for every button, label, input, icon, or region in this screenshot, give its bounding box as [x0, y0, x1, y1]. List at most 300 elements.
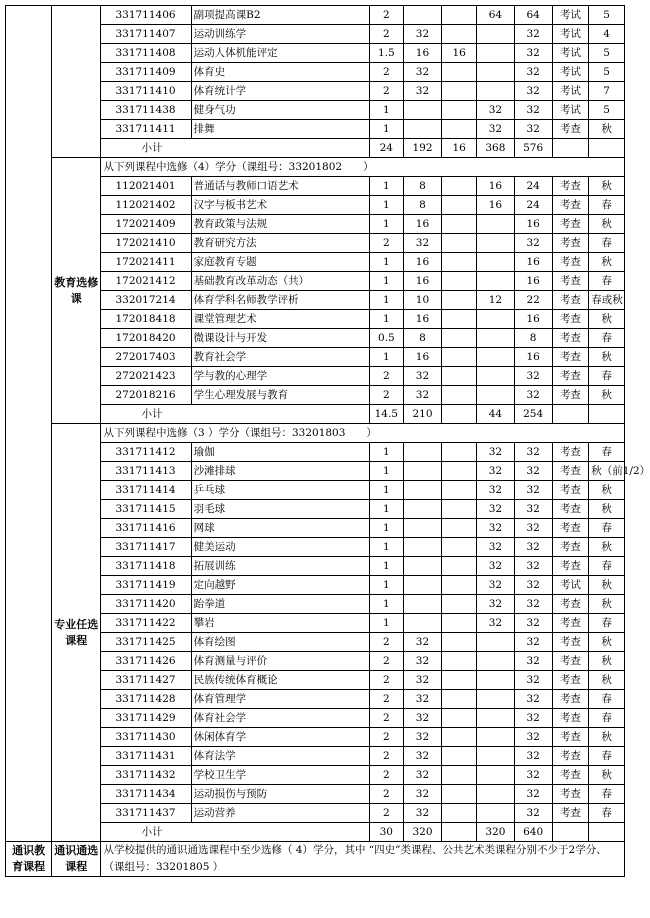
course-credits: 1: [370, 348, 404, 367]
course-total: 32: [514, 804, 552, 823]
course-lab-hours: [442, 633, 477, 652]
course-practice: [477, 671, 515, 690]
course-credits: 2: [370, 367, 404, 386]
course-assessment: 考查: [552, 481, 589, 500]
course-assessment: 考查: [552, 329, 589, 348]
course-lab-hours: [442, 519, 477, 538]
course-name: 基础教育改革动态（共）: [191, 272, 369, 291]
course-total: 16: [514, 215, 552, 234]
course-lab-hours: [442, 728, 477, 747]
course-lab-hours: [442, 709, 477, 728]
category-label: 专业任选课程: [52, 424, 101, 842]
course-name: 体育学科名师教学评析: [191, 291, 369, 310]
subtotal-hours: 320: [403, 823, 442, 842]
outer-category-cell: [6, 6, 52, 842]
course-term: 春: [589, 804, 625, 823]
course-term: 秋: [589, 120, 625, 139]
course-table: [5, 5, 650, 877]
course-code: 331711438: [101, 101, 191, 120]
course-assessment: 考试: [552, 576, 589, 595]
course-lab-hours: [442, 329, 477, 348]
course-hours: 32: [403, 82, 442, 101]
course-assessment: 考试: [552, 44, 589, 63]
course-hours: 8: [403, 177, 442, 196]
subtotal-label: 小计: [101, 139, 370, 158]
course-hours: 32: [403, 63, 442, 82]
course-name: 定向越野: [191, 576, 369, 595]
course-total: 32: [514, 652, 552, 671]
course-credits: 1: [370, 120, 404, 139]
course-term: 5: [589, 6, 625, 25]
course-practice: [477, 386, 515, 405]
course-total: 32: [514, 462, 552, 481]
course-name: 学生心理发展与教育: [191, 386, 369, 405]
course-term: 秋: [589, 595, 625, 614]
course-lab-hours: [442, 481, 477, 500]
course-total: 32: [514, 367, 552, 386]
course-assessment: 考查: [552, 652, 589, 671]
course-name: 普通话与教师口语艺术: [191, 177, 369, 196]
course-credits: 1: [370, 196, 404, 215]
course-name: 运动训练学: [191, 25, 369, 44]
course-term: 秋: [589, 728, 625, 747]
course-hours: [403, 500, 442, 519]
course-assessment: 考查: [552, 595, 589, 614]
course-assessment: 考查: [552, 462, 589, 481]
course-name: 健美运动: [191, 538, 369, 557]
course-hours: 10: [403, 291, 442, 310]
course-name: 跆拳道: [191, 595, 369, 614]
course-lab-hours: [442, 291, 477, 310]
subtotal-lab-hours: 16: [442, 139, 477, 158]
course-term: 春: [589, 709, 625, 728]
course-code: 172021410: [101, 234, 191, 253]
course-lab-hours: [442, 63, 477, 82]
course-hours: 8: [403, 196, 442, 215]
course-practice: 64: [477, 6, 515, 25]
course-total: 32: [514, 709, 552, 728]
course-name: 乒乓球: [191, 481, 369, 500]
course-total: 32: [514, 595, 552, 614]
course-lab-hours: [442, 576, 477, 595]
table-row: [6, 6, 625, 25]
course-total: 32: [514, 633, 552, 652]
course-code: 331711420: [101, 595, 191, 614]
course-practice: [477, 44, 515, 63]
course-credits: 2: [370, 671, 404, 690]
course-term: 春: [589, 443, 625, 462]
course-total: 32: [514, 481, 552, 500]
course-code: 272018216: [101, 386, 191, 405]
subtotal-total: 254: [514, 405, 552, 424]
group-instruction: 从下列课程中选修（4）学分（课组号：33201802 ）: [101, 158, 625, 177]
course-credits: 2: [370, 766, 404, 785]
course-assessment: 考查: [552, 785, 589, 804]
course-term: 春: [589, 196, 625, 215]
course-lab-hours: [442, 671, 477, 690]
course-term: 秋: [589, 633, 625, 652]
course-hours: [403, 538, 442, 557]
course-total: 32: [514, 234, 552, 253]
course-hours: [403, 481, 442, 500]
course-hours: [403, 595, 442, 614]
subtotal-total: 640: [514, 823, 552, 842]
course-code: 331711425: [101, 633, 191, 652]
course-total: 32: [514, 82, 552, 101]
course-hours: 8: [403, 329, 442, 348]
course-practice: [477, 215, 515, 234]
course-practice: [477, 747, 515, 766]
course-assessment: 考查: [552, 538, 589, 557]
footer-note: 从学校提供的通识通选课程中至少选修（ 4）学分，其中 “四史”类课程、公共艺术类课程分别不少于2学分、（课组号：33201805 ）: [101, 842, 625, 877]
course-name: 教育研究方法: [191, 234, 369, 253]
course-credits: 1: [370, 595, 404, 614]
course-credits: 1: [370, 272, 404, 291]
course-assessment: 考查: [552, 500, 589, 519]
course-term: 春: [589, 234, 625, 253]
course-name: 课堂管理艺术: [191, 310, 369, 329]
course-total: 32: [514, 728, 552, 747]
course-name: 学与教的心理学: [191, 367, 369, 386]
course-lab-hours: [442, 6, 477, 25]
course-total: 16: [514, 253, 552, 272]
subtotal-practice: 368: [477, 139, 515, 158]
course-name: 教育社会学: [191, 348, 369, 367]
course-term: 春: [589, 747, 625, 766]
course-hours: 32: [403, 747, 442, 766]
course-total: 8: [514, 329, 552, 348]
course-code: 331711418: [101, 557, 191, 576]
course-lab-hours: [442, 253, 477, 272]
course-hours: 32: [403, 652, 442, 671]
course-code: 172018418: [101, 310, 191, 329]
course-hours: 16: [403, 215, 442, 234]
course-credits: 1: [370, 215, 404, 234]
course-credits: 2: [370, 804, 404, 823]
course-assessment: 考查: [552, 367, 589, 386]
course-name: 学校卫生学: [191, 766, 369, 785]
course-hours: 16: [403, 348, 442, 367]
table-row: [6, 158, 625, 177]
course-assessment: 考查: [552, 291, 589, 310]
course-assessment: 考试: [552, 25, 589, 44]
course-hours: 16: [403, 272, 442, 291]
course-name: 教育政策与法规: [191, 215, 369, 234]
course-name: 家庭教育专题: [191, 253, 369, 272]
course-total: 32: [514, 785, 552, 804]
course-hours: 32: [403, 633, 442, 652]
course-hours: [403, 6, 442, 25]
course-practice: [477, 690, 515, 709]
table-row: [6, 424, 625, 443]
course-total: 32: [514, 500, 552, 519]
course-lab-hours: [442, 538, 477, 557]
course-lab-hours: [442, 101, 477, 120]
course-name: 民族传统体育概论: [191, 671, 369, 690]
course-hours: 32: [403, 690, 442, 709]
course-total: 32: [514, 747, 552, 766]
course-hours: 32: [403, 709, 442, 728]
course-assessment: 考查: [552, 253, 589, 272]
course-lab-hours: [442, 443, 477, 462]
course-credits: 1: [370, 177, 404, 196]
course-name: 副项提高课B2: [191, 6, 369, 25]
course-code: 331711407: [101, 25, 191, 44]
course-name: 排舞: [191, 120, 369, 139]
course-assessment: 考查: [552, 519, 589, 538]
course-practice: [477, 804, 515, 823]
course-lab-hours: [442, 557, 477, 576]
course-practice: [477, 234, 515, 253]
course-credits: 1: [370, 462, 404, 481]
course-name: 体育社会学: [191, 709, 369, 728]
course-practice: [477, 82, 515, 101]
course-name: 健身气功: [191, 101, 369, 120]
course-practice: 32: [477, 614, 515, 633]
course-assessment: 考试: [552, 101, 589, 120]
course-hours: [403, 462, 442, 481]
course-assessment: 考查: [552, 310, 589, 329]
course-name: 羽毛球: [191, 500, 369, 519]
course-credits: 0.5: [370, 329, 404, 348]
course-assessment: 考查: [552, 234, 589, 253]
course-total: 32: [514, 671, 552, 690]
course-term: 春: [589, 690, 625, 709]
course-name: 攀岩: [191, 614, 369, 633]
course-credits: 2: [370, 63, 404, 82]
course-total: 32: [514, 25, 552, 44]
course-hours: 16: [403, 44, 442, 63]
course-hours: 16: [403, 253, 442, 272]
course-assessment: 考查: [552, 386, 589, 405]
course-name: 运动人体机能评定: [191, 44, 369, 63]
course-practice: 32: [477, 101, 515, 120]
course-code: 332017214: [101, 291, 191, 310]
course-code: 331711419: [101, 576, 191, 595]
course-code: 331711408: [101, 44, 191, 63]
course-code: 331711430: [101, 728, 191, 747]
course-term: 秋: [589, 766, 625, 785]
course-name: 微课设计与开发: [191, 329, 369, 348]
course-total: 32: [514, 386, 552, 405]
course-term: 秋: [589, 310, 625, 329]
course-assessment: 考查: [552, 348, 589, 367]
course-credits: 1: [370, 101, 404, 120]
course-code: 172021412: [101, 272, 191, 291]
course-credits: 2: [370, 690, 404, 709]
course-lab-hours: [442, 196, 477, 215]
course-hours: [403, 120, 442, 139]
course-code: 331711431: [101, 747, 191, 766]
subtotal-credits: 24: [370, 139, 404, 158]
course-assessment: 考查: [552, 633, 589, 652]
course-code: 172018420: [101, 329, 191, 348]
course-hours: 32: [403, 234, 442, 253]
course-hours: [403, 614, 442, 633]
course-term: 春: [589, 272, 625, 291]
course-hours: [403, 557, 442, 576]
course-assessment: 考查: [552, 196, 589, 215]
course-lab-hours: [442, 595, 477, 614]
course-practice: [477, 652, 515, 671]
course-credits: 2: [370, 747, 404, 766]
course-assessment: 考查: [552, 671, 589, 690]
course-total: 22: [514, 291, 552, 310]
course-term: 秋: [589, 215, 625, 234]
category-label: 教育选修课: [52, 158, 101, 424]
course-term: 秋: [589, 177, 625, 196]
course-practice: [477, 310, 515, 329]
course-practice: [477, 785, 515, 804]
course-practice: 32: [477, 557, 515, 576]
course-total: 32: [514, 519, 552, 538]
course-lab-hours: [442, 25, 477, 44]
course-assessment: 考查: [552, 557, 589, 576]
course-credits: 1: [370, 291, 404, 310]
course-assessment: 考试: [552, 6, 589, 25]
course-credits: 1: [370, 538, 404, 557]
course-term: 5: [589, 101, 625, 120]
subtotal-empty: [589, 405, 625, 424]
course-credits: 1: [370, 557, 404, 576]
course-practice: [477, 709, 515, 728]
course-total: 32: [514, 63, 552, 82]
course-total: 24: [514, 177, 552, 196]
course-lab-hours: [442, 177, 477, 196]
course-practice: [477, 272, 515, 291]
course-credits: 1: [370, 310, 404, 329]
course-name: 沙滩排球: [191, 462, 369, 481]
course-code: 331711409: [101, 63, 191, 82]
course-hours: 32: [403, 785, 442, 804]
course-hours: [403, 519, 442, 538]
course-code: 331711416: [101, 519, 191, 538]
course-term: 春: [589, 329, 625, 348]
course-lab-hours: [442, 747, 477, 766]
course-code: 331711410: [101, 82, 191, 101]
subtotal-hours: 192: [403, 139, 442, 158]
course-lab-hours: [442, 348, 477, 367]
course-code: 331711413: [101, 462, 191, 481]
course-hours: 32: [403, 728, 442, 747]
course-term: 春: [589, 614, 625, 633]
subtotal-empty: [589, 139, 625, 158]
course-hours: 32: [403, 25, 442, 44]
course-code: 331711417: [101, 538, 191, 557]
course-lab-hours: [442, 386, 477, 405]
course-hours: 32: [403, 766, 442, 785]
subtotal-total: 576: [514, 139, 552, 158]
course-credits: 1: [370, 576, 404, 595]
subtotal-lab-hours: [442, 405, 477, 424]
course-practice: [477, 728, 515, 747]
course-credits: 2: [370, 728, 404, 747]
course-lab-hours: [442, 82, 477, 101]
footer-row: [6, 842, 625, 877]
course-hours: 16: [403, 310, 442, 329]
course-code: 331711429: [101, 709, 191, 728]
course-total: 32: [514, 576, 552, 595]
course-credits: 2: [370, 652, 404, 671]
course-name: 网球: [191, 519, 369, 538]
course-assessment: 考查: [552, 215, 589, 234]
course-total: 32: [514, 101, 552, 120]
course-total: 24: [514, 196, 552, 215]
course-code: 331711411: [101, 120, 191, 139]
subtotal-label: 小计: [101, 823, 370, 842]
course-total: 32: [514, 44, 552, 63]
course-assessment: 考试: [552, 63, 589, 82]
course-term: 春: [589, 519, 625, 538]
course-term: 7: [589, 82, 625, 101]
course-practice: [477, 766, 515, 785]
subtotal-label: 小计: [101, 405, 370, 424]
course-credits: 2: [370, 82, 404, 101]
course-practice: 32: [477, 462, 515, 481]
course-practice: 16: [477, 196, 515, 215]
footer-category-2: 通识通选课程: [52, 842, 101, 877]
course-code: 331711422: [101, 614, 191, 633]
subtotal-hours: 210: [403, 405, 442, 424]
course-total: 32: [514, 538, 552, 557]
course-term: 秋: [589, 576, 625, 595]
course-name: 汉字与板书艺术: [191, 196, 369, 215]
subtotal-practice: 44: [477, 405, 515, 424]
course-practice: 32: [477, 500, 515, 519]
course-credits: 2: [370, 234, 404, 253]
course-credits: 2: [370, 25, 404, 44]
course-term: 秋: [589, 652, 625, 671]
course-practice: 32: [477, 595, 515, 614]
course-term: 春: [589, 557, 625, 576]
course-total: 32: [514, 766, 552, 785]
course-practice: 32: [477, 481, 515, 500]
course-assessment: 考查: [552, 177, 589, 196]
course-total: 32: [514, 557, 552, 576]
course-term: 5: [589, 44, 625, 63]
course-assessment: 考查: [552, 804, 589, 823]
course-lab-hours: [442, 766, 477, 785]
course-assessment: 考查: [552, 728, 589, 747]
course-lab-hours: [442, 215, 477, 234]
course-name: 体育法学: [191, 747, 369, 766]
course-credits: 1: [370, 614, 404, 633]
course-term: 春: [589, 785, 625, 804]
course-code: 331711434: [101, 785, 191, 804]
course-code: 331711415: [101, 500, 191, 519]
course-lab-hours: [442, 272, 477, 291]
course-total: 32: [514, 614, 552, 633]
course-code: 172021411: [101, 253, 191, 272]
subtotal-empty: [552, 823, 589, 842]
course-name: 运动营养: [191, 804, 369, 823]
course-practice: [477, 25, 515, 44]
course-hours: [403, 101, 442, 120]
course-code: 112021402: [101, 196, 191, 215]
course-name: 体育管理学: [191, 690, 369, 709]
course-total: 16: [514, 348, 552, 367]
course-lab-hours: [442, 690, 477, 709]
course-practice: [477, 253, 515, 272]
course-practice: 32: [477, 443, 515, 462]
course-credits: 2: [370, 386, 404, 405]
course-practice: 32: [477, 538, 515, 557]
subtotal-empty: [552, 405, 589, 424]
course-code: 272017403: [101, 348, 191, 367]
course-credits: 1.5: [370, 44, 404, 63]
subtotal-credits: 14.5: [370, 405, 404, 424]
course-practice: 16: [477, 177, 515, 196]
